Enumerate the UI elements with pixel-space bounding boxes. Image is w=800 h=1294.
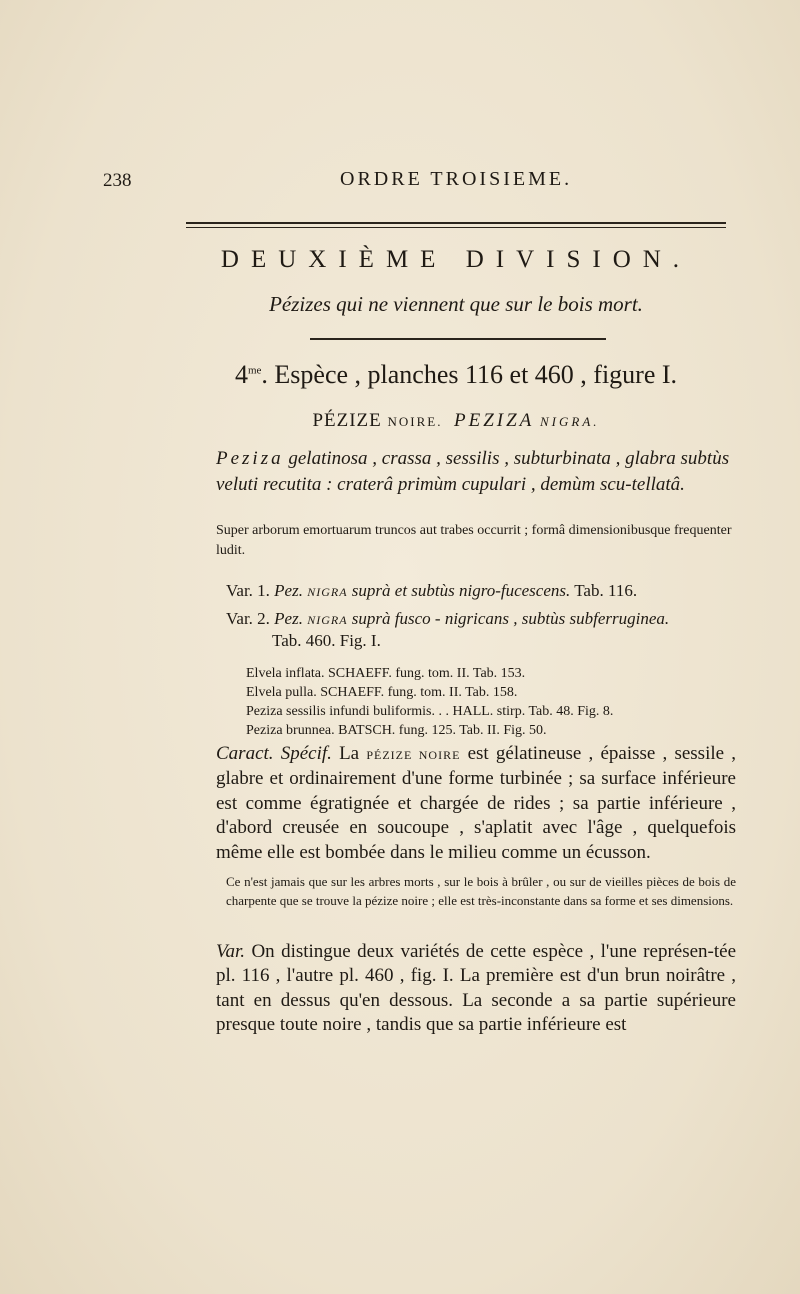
variety-2	[226, 608, 736, 631]
species-number: 4	[234, 360, 248, 389]
variety-2-tab: Tab. 460. Fig. I.	[272, 631, 381, 650]
diagnosis-lead: Peziza	[216, 448, 284, 469]
page-header	[0, 170, 800, 200]
header-rule-thin	[186, 227, 726, 228]
variety-abbr: Pez.	[274, 581, 303, 600]
header-rule-thick	[186, 222, 726, 224]
variety-abbr-epithet: NIGRA	[307, 585, 348, 599]
specific-characters-paragraph	[216, 742, 736, 865]
caract-species-name: PÉZIZE NOIRE	[366, 748, 461, 762]
variety-abbr-epithet: NIGRA	[307, 613, 348, 627]
variety-label: Var. 2.	[226, 609, 270, 628]
habitat-note: Super arborum emortuarum truncos aut trabes occurrit ; formâ dimensionibusque frequenter ludit.	[216, 523, 732, 558]
caract-pre: La	[339, 743, 360, 764]
var-para-lead: Var.	[216, 941, 246, 962]
caract-lead: Caract. Spécif.	[216, 743, 332, 764]
running-title: ORDRE TROISIEME.	[340, 168, 573, 190]
reference-item: Peziza sessilis infundi buliformis. . . HALL. stirp. Tab. 48. Fig. 8.	[246, 704, 614, 719]
varieties-paragraph	[216, 940, 736, 1038]
variety-text: suprà fusco - nigricans , subtùs subferruginea.	[351, 609, 670, 628]
variety-abbr: Pez.	[274, 609, 303, 628]
reference-item: Elvela pulla. SCHAEFF. fung. tom. II. Tab. 158.	[246, 685, 518, 700]
species-number-suffix: me	[247, 364, 262, 377]
synonym-references	[246, 664, 736, 740]
division-title: DEUXIÈME DIVISION.	[220, 246, 692, 273]
latin-diagnosis	[216, 446, 736, 498]
species-heading	[186, 360, 726, 390]
variety-label: Var. 1.	[226, 581, 270, 600]
name-french-epithet: NOIRE.	[387, 414, 443, 429]
reference-item: Peziza brunnea. BATSCH. fung. 125. Tab. II. Fig. 50.	[246, 723, 547, 738]
name-french: PÉZIZE	[312, 410, 382, 431]
division-subtitle: Pézizes qui ne viennent que sur le bois mort.	[269, 292, 643, 316]
diagnosis-text: gelatinosa , crassa , sessilis , subturbinata , glabra subtùs veluti recutita : craterâ primùm cupulari , demùm scu-tellatâ.	[216, 448, 730, 495]
var-para-text: On distingue deux variétés de cette espèce , l'une représen-tée pl. 116 , l'autre pl. 460 , fig. I. La première est d'un brun noirâtre , tant en dessus qu'en dessous. La seconde a sa partie supérieure presque toute noire , tandis que sa partie inférieure est	[216, 941, 737, 1036]
caract-text: est gélatineuse , épaisse , sessile , glabre et ordinairement d'une forme turbinée ; sa surface inférieure est comme égratignée et chargée de rides ; sa partie inférieure , d'abord creusée en soucoupe , s'aplatit avec l'âge , quelquefois même elle est bombée dans le milieu comme un écusson.	[216, 743, 737, 863]
name-latin: PEZIZA	[453, 410, 535, 431]
variety-tab: Tab. 116.	[574, 581, 638, 600]
reference-item: Elvela inflata. SCHAEFF. fung. tom. II. Tab. 153.	[246, 666, 526, 681]
variety-1	[226, 580, 736, 603]
page-number: 238	[103, 170, 132, 191]
habitat-note-french: Ce n'est jamais que sur les arbres morts , sur le bois à brûler , ou sur de vieilles pièces de bois de charpente que se trouve la pézize noire ; elle est très-inconstante dans sa forme et ses dimensions.	[226, 874, 736, 908]
name-latin-epithet: NIGRA.	[540, 414, 600, 429]
section-rule	[310, 338, 606, 340]
variety-text: suprà et subtùs nigro-fucescens.	[351, 581, 571, 600]
species-name-line	[186, 410, 726, 432]
species-heading-text: . Espèce , planches 116 et 460 , figure I.	[261, 360, 678, 389]
